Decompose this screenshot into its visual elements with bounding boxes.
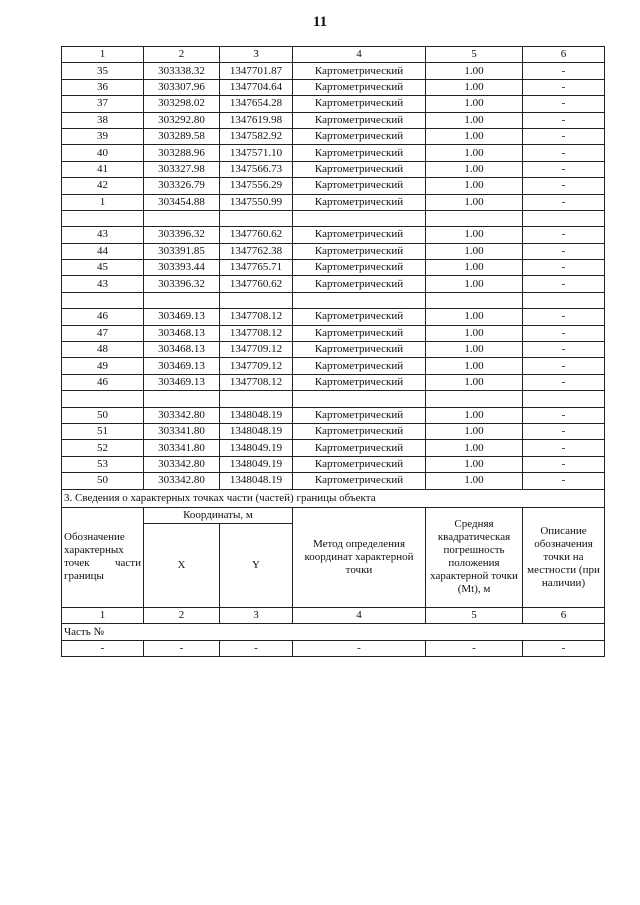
blank-cell [523,391,605,407]
method-cell: Картометрический [293,178,426,194]
error-cell: 1.00 [426,96,523,112]
column-number: 4 [293,47,426,63]
table-row [62,243,605,259]
empty-cell: - [62,640,144,656]
x-coordinate-cell: 303391.85 [144,243,220,259]
x-coordinate-cell: 303327.98 [144,161,220,177]
column-number: 5 [426,47,523,63]
x-coordinate-cell: 303289.58 [144,128,220,144]
point-number-cell: 41 [62,161,144,177]
blank-cell [523,210,605,226]
blank-cell [144,292,220,308]
point-number-cell: 42 [62,178,144,194]
table-row [62,374,605,390]
error-cell: 1.00 [426,423,523,439]
column-number: 6 [523,607,605,623]
x-coordinate-cell: 303292.80 [144,112,220,128]
y-coordinate-cell: 1347709.12 [220,342,293,358]
y-coordinate-cell: 1347566.73 [220,161,293,177]
section-column-number-row [62,607,605,623]
y-coordinate-cell: 1347704.64 [220,79,293,95]
description-cell: - [523,96,605,112]
method-cell: Картометрический [293,456,426,472]
x-coordinate-cell: 303341.80 [144,423,220,439]
point-number-cell: 38 [62,112,144,128]
point-number-cell: 47 [62,325,144,341]
table-row [62,276,605,292]
error-cell: 1.00 [426,325,523,341]
blank-cell [426,391,523,407]
blank-separator-row [62,210,605,226]
blank-cell [62,292,144,308]
empty-cell: - [220,640,293,656]
table-row [62,358,605,374]
point-number-cell: 50 [62,407,144,423]
column-number: 4 [293,607,426,623]
x-coordinate-cell: 303342.80 [144,456,220,472]
method-cell: Картометрический [293,440,426,456]
error-cell: 1.00 [426,79,523,95]
error-cell: 1.00 [426,440,523,456]
y-coordinate-cell: 1347760.62 [220,227,293,243]
y-coordinate-cell: 1348049.19 [220,440,293,456]
description-cell: - [523,178,605,194]
description-cell: - [523,342,605,358]
table-row [62,407,605,423]
x-coordinate-cell: 303396.32 [144,227,220,243]
table-row [62,178,605,194]
point-number-cell: 53 [62,456,144,472]
column-number: 3 [220,47,293,63]
table-row [62,227,605,243]
page-number: 11 [312,14,328,30]
y-coordinate-cell: 1347708.12 [220,325,293,341]
method-cell: Картометрический [293,374,426,390]
table-row [62,456,605,472]
y-coordinate-cell: 1348048.19 [220,473,293,489]
table-row [62,96,605,112]
section-header-row [62,507,605,523]
x-coordinate-cell: 303307.96 [144,79,220,95]
point-number-cell: 48 [62,342,144,358]
y-coordinate-cell: 1347709.12 [220,358,293,374]
error-cell: 1.00 [426,309,523,325]
error-cell: 1.00 [426,194,523,210]
y-coordinate-cell: 1347762.38 [220,243,293,259]
error-cell: 1.00 [426,227,523,243]
point-number-cell: 46 [62,374,144,390]
description-cell: - [523,227,605,243]
method-cell: Картометрический [293,243,426,259]
x-coordinate-cell: 303454.88 [144,194,220,210]
description-cell: - [523,325,605,341]
method-cell: Картометрический [293,79,426,95]
method-cell: Картометрический [293,473,426,489]
table-row [62,260,605,276]
description-cell: - [523,194,605,210]
error-cell: 1.00 [426,260,523,276]
table-row [62,473,605,489]
point-number-cell: 37 [62,96,144,112]
x-coordinate-cell: 303469.13 [144,374,220,390]
y-coordinate-cell: 1347701.87 [220,63,293,79]
blank-cell [220,292,293,308]
y-coordinate-cell: 1347582.92 [220,128,293,144]
x-coordinate-cell: 303468.13 [144,342,220,358]
description-cell: - [523,112,605,128]
method-cell: Картометрический [293,227,426,243]
x-coordinate-cell: 303341.80 [144,440,220,456]
description-cell: - [523,309,605,325]
blank-cell [523,292,605,308]
table-row [62,145,605,161]
y-coordinate-cell: 1347760.62 [220,276,293,292]
blank-cell [144,210,220,226]
blank-separator-row [62,391,605,407]
method-header: Метод определения координат характерной точки [293,507,426,607]
error-cell: 1.00 [426,374,523,390]
error-cell: 1.00 [426,63,523,79]
method-cell: Картометрический [293,358,426,374]
table-row [62,325,605,341]
description-cell: - [523,407,605,423]
x-coordinate-cell: 303342.80 [144,407,220,423]
column-number: 1 [62,47,144,63]
empty-cell: - [144,640,220,656]
column-number-row [62,47,605,63]
description-cell: - [523,374,605,390]
empty-cell: - [293,640,426,656]
table-row [62,194,605,210]
error-cell: 1.00 [426,243,523,259]
blank-cell [62,210,144,226]
x-coordinate-cell: 303469.13 [144,358,220,374]
blank-cell [293,210,426,226]
description-cell: - [523,276,605,292]
y-coordinate-cell: 1347654.28 [220,96,293,112]
blank-cell [293,292,426,308]
blank-cell [62,391,144,407]
error-cell: 1.00 [426,358,523,374]
empty-cell: - [523,640,605,656]
x-coordinate-cell: 303469.13 [144,309,220,325]
point-number-cell: 1 [62,194,144,210]
description-cell: - [523,456,605,472]
description-cell: - [523,63,605,79]
method-cell: Картометрический [293,309,426,325]
column-number: 1 [62,607,144,623]
error-cell: 1.00 [426,407,523,423]
error-header: Средняя квадратическая погрешность положения характерной точки (Mt), м [426,507,523,607]
description-cell: - [523,128,605,144]
x-coordinate-cell: 303342.80 [144,473,220,489]
error-cell: 1.00 [426,342,523,358]
error-cell: 1.00 [426,145,523,161]
x-coordinate-cell: 303338.32 [144,63,220,79]
table-row [62,128,605,144]
error-cell: 1.00 [426,276,523,292]
column-number: 6 [523,47,605,63]
table-row [62,342,605,358]
y-coordinate-cell: 1347708.12 [220,374,293,390]
blank-cell [426,292,523,308]
section-title-row [62,489,605,507]
table-row [62,309,605,325]
description-cell: - [523,423,605,439]
error-cell: 1.00 [426,128,523,144]
blank-cell [426,210,523,226]
point-number-cell: 44 [62,243,144,259]
method-cell: Картометрический [293,342,426,358]
point-number-cell: 43 [62,276,144,292]
description-cell: - [523,260,605,276]
table-row [62,63,605,79]
error-cell: 1.00 [426,456,523,472]
point-number-cell: 50 [62,473,144,489]
y-coordinate-cell: 1347550.99 [220,194,293,210]
column-number: 3 [220,607,293,623]
table-row [62,161,605,177]
point-number-cell: 46 [62,309,144,325]
description-header: Описание обозначения точки на местности (при наличии) [523,507,605,607]
point-number-cell: 49 [62,358,144,374]
section-3-title: 3. Сведения о характерных точках части (частей) границы объекта [62,489,605,507]
y-coordinate-cell: 1347556.29 [220,178,293,194]
y-coordinate-cell: 1347765.71 [220,260,293,276]
description-cell: - [523,473,605,489]
method-cell: Картометрический [293,276,426,292]
y-coordinate-cell: 1348049.19 [220,456,293,472]
method-cell: Картометрический [293,128,426,144]
point-number-cell: 45 [62,260,144,276]
blank-separator-row [62,292,605,308]
column-number: 2 [144,607,220,623]
point-designation-header: Обозначение характерных точек части границы [62,507,144,607]
empty-cell: - [426,640,523,656]
table-row [62,79,605,95]
y-coordinate-cell: 1348048.19 [220,407,293,423]
error-cell: 1.00 [426,473,523,489]
description-cell: - [523,243,605,259]
table-row [62,112,605,128]
error-cell: 1.00 [426,112,523,128]
table-row [62,423,605,439]
point-number-cell: 40 [62,145,144,161]
method-cell: Картометрический [293,194,426,210]
y-coordinate-cell: 1347619.98 [220,112,293,128]
error-cell: 1.00 [426,161,523,177]
description-cell: - [523,161,605,177]
method-cell: Картометрический [293,112,426,128]
description-cell: - [523,145,605,161]
x-coordinate-cell: 303468.13 [144,325,220,341]
point-number-cell: 51 [62,423,144,439]
x-coordinate-cell: 303298.02 [144,96,220,112]
part-label: Часть № [62,624,605,640]
description-cell: - [523,358,605,374]
method-cell: Картометрический [293,161,426,177]
column-number: 2 [144,47,220,63]
column-number: 5 [426,607,523,623]
x-coordinate-cell: 303326.79 [144,178,220,194]
method-cell: Картометрический [293,63,426,79]
coordinates-header: Координаты, м [144,507,293,523]
method-cell: Картометрический [293,423,426,439]
point-number-cell: 36 [62,79,144,95]
blank-cell [220,210,293,226]
x-coordinate-cell: 303396.32 [144,276,220,292]
point-number-cell: 39 [62,128,144,144]
blank-cell [220,391,293,407]
y-coordinate-cell: 1347708.12 [220,309,293,325]
method-cell: Картометрический [293,145,426,161]
point-number-cell: 35 [62,63,144,79]
x-coordinate-cell: 303393.44 [144,260,220,276]
point-number-cell: 52 [62,440,144,456]
description-cell: - [523,79,605,95]
x-header: X [144,523,220,607]
empty-data-row [62,640,605,656]
error-cell: 1.00 [426,178,523,194]
table-row [62,440,605,456]
coordinates-table [61,46,605,657]
method-cell: Картометрический [293,325,426,341]
blank-cell [293,391,426,407]
y-coordinate-cell: 1347571.10 [220,145,293,161]
blank-cell [144,391,220,407]
method-cell: Картометрический [293,96,426,112]
point-number-cell: 43 [62,227,144,243]
y-coordinate-cell: 1348048.19 [220,423,293,439]
description-cell: - [523,440,605,456]
part-label-row [62,624,605,640]
y-header: Y [220,523,293,607]
method-cell: Картометрический [293,407,426,423]
method-cell: Картометрический [293,260,426,276]
x-coordinate-cell: 303288.96 [144,145,220,161]
